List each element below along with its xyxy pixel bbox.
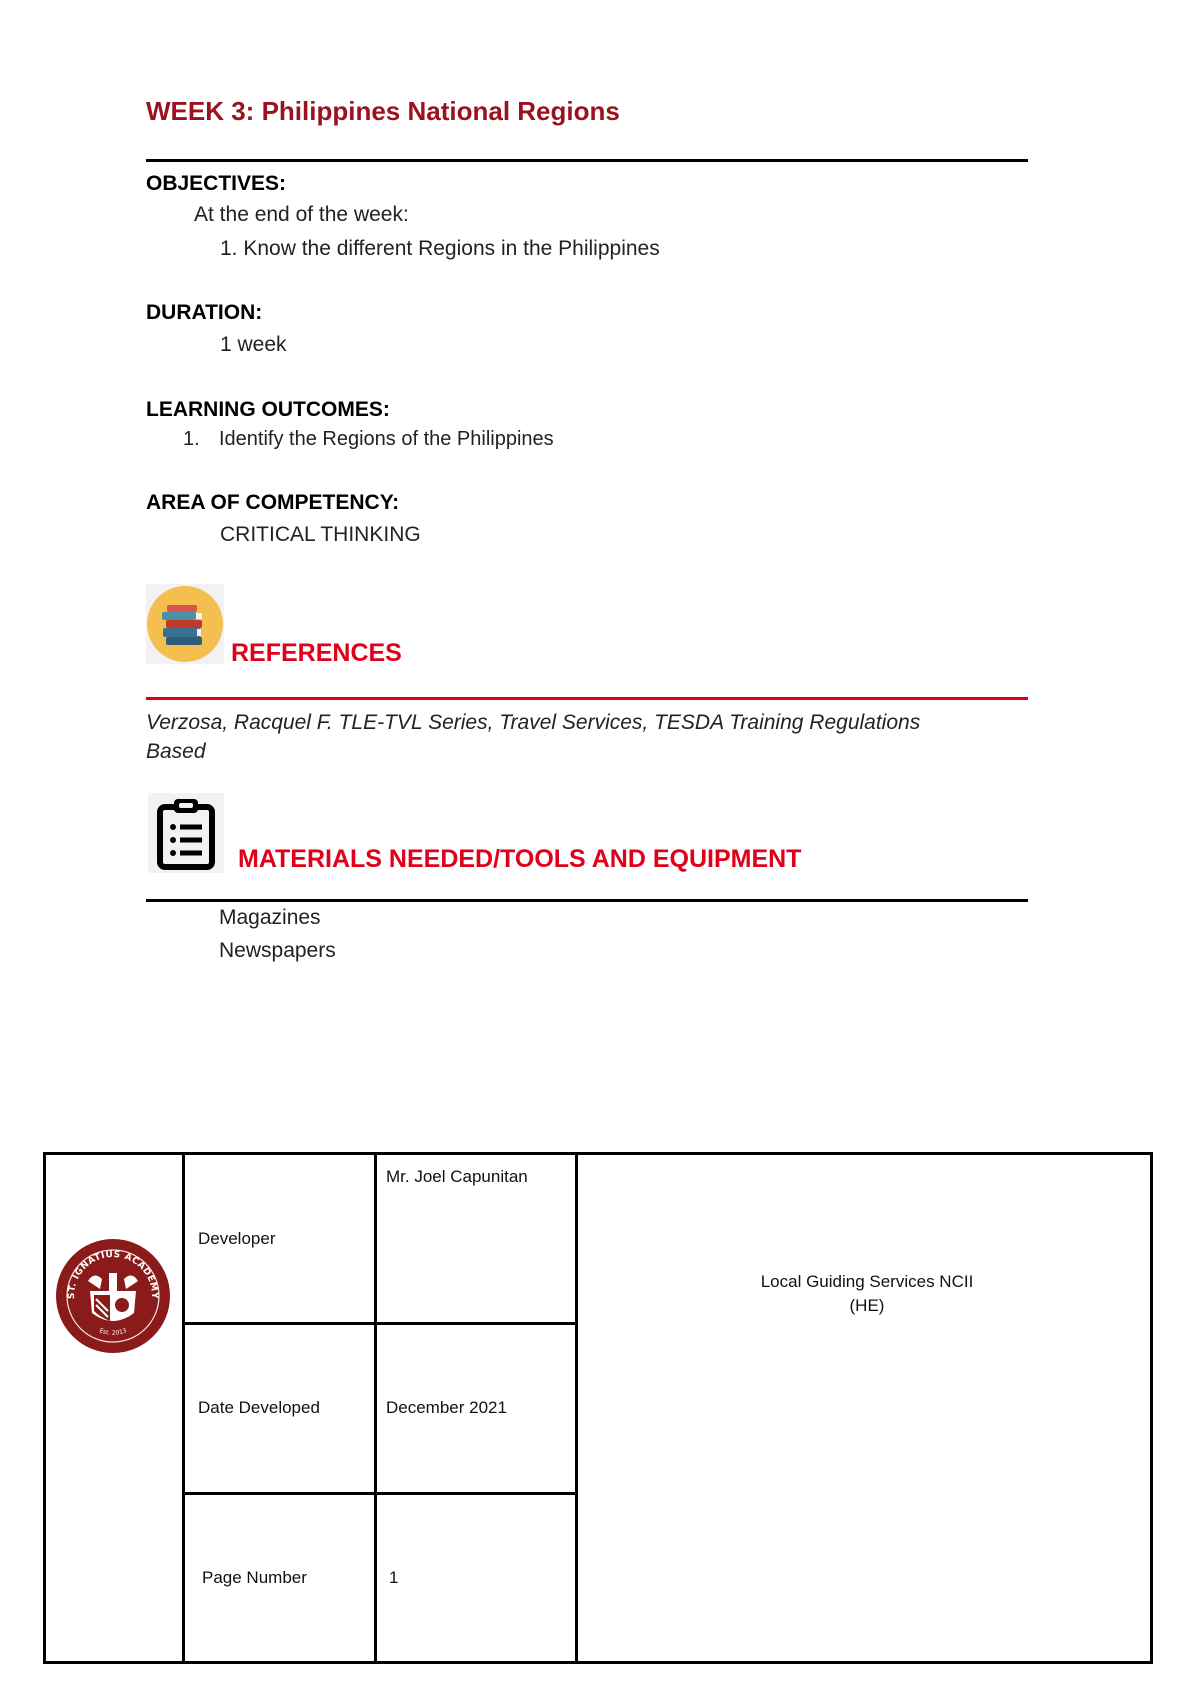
material-item-magazines: Magazines [219,906,321,929]
learning-outcome-item: Identify the Regions of the Philippines [219,428,554,450]
reference-citation [146,708,1066,766]
competency-heading: AREA OF COMPETENCY: [146,491,400,514]
course-title-line-2: (HE) [849,1296,885,1315]
developer-label: Developer [198,1229,276,1248]
school-logo [54,1237,172,1355]
references-divider [146,697,1028,700]
table-divider [374,1155,377,1661]
logo-est-text: Est. 2013 [98,1327,128,1337]
page-title: WEEK 3: Philippines National Regions [146,96,620,126]
material-item-newspapers: Newspapers [219,939,336,962]
table-divider [182,1492,578,1495]
table-divider [182,1155,185,1661]
table-divider [575,1155,578,1661]
page-number-value: 1 [389,1568,399,1587]
materials-divider [146,899,1028,902]
reference-line-1: Verzosa, Racquel F. TLE-TVL Series, Travel Services, TESDA Training Regulations [146,711,921,734]
date-developed-value: December 2021 [386,1398,507,1417]
books-icon [146,584,224,664]
clipboard-icon [148,793,224,873]
materials-heading: MATERIALS NEEDED/TOOLS AND EQUIPMENT [238,845,802,873]
page-number-label: Page Number [202,1568,307,1587]
title-divider [146,159,1028,162]
duration-value: 1 week [220,333,287,356]
duration-heading: DURATION: [146,301,263,324]
learning-outcomes-heading: LEARNING OUTCOMES: [146,398,390,421]
objective-item: 1. Know the different Regions in the Philippines [220,237,660,260]
developer-value: Mr. Joel Capunitan [386,1167,528,1186]
learning-outcome-number: 1. [183,428,200,450]
competency-value: CRITICAL THINKING [220,523,421,546]
reference-line-2: Based [146,740,206,763]
table-divider [182,1322,578,1325]
course-title [578,1270,1156,1318]
objectives-intro: At the end of the week: [194,203,409,226]
references-heading: REFERENCES [231,639,402,667]
objectives-heading: OBJECTIVES: [146,172,287,195]
logo-name-text: ST. IGNATIUS ACADEMY [66,1249,160,1300]
course-title-line-1: Local Guiding Services NCII [760,1272,974,1291]
footer-table [43,1152,1153,1664]
date-developed-label: Date Developed [198,1398,320,1417]
